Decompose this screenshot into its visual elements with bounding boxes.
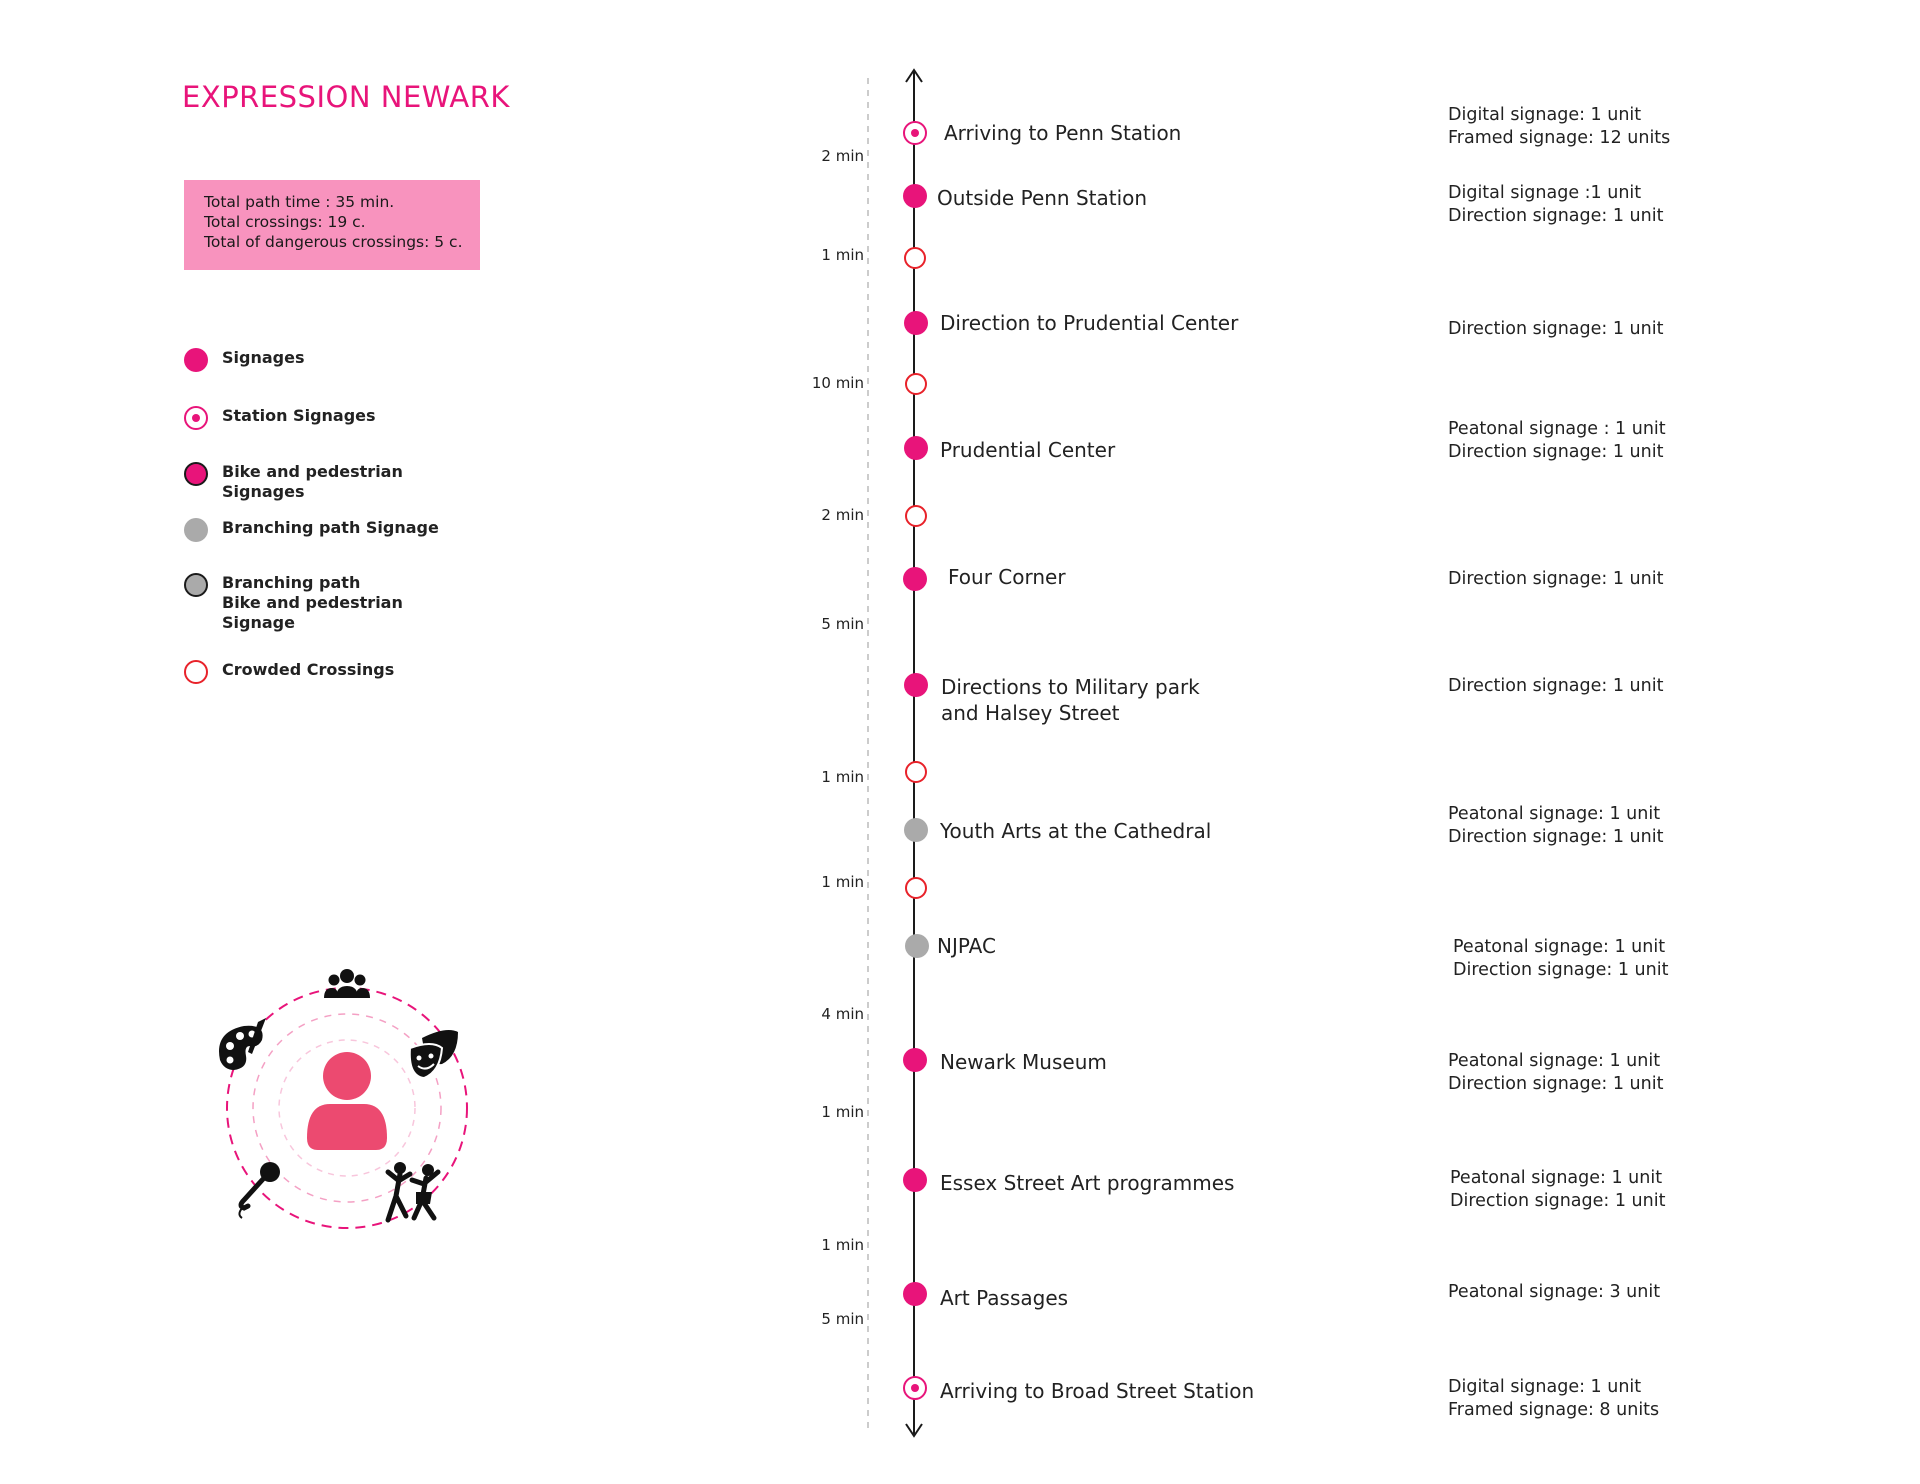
stop-info [1453,936,1668,982]
info-line: Direction signage: 1 unit [1448,319,1664,339]
stop-info [1448,1050,1663,1096]
legend-label-line: Bike and pedestrian [222,462,403,481]
legend-label: Station Signages [222,406,376,425]
legend-label-line: Bike and pedestrian [222,593,403,612]
node-signage [903,184,927,208]
segment-time: 10 min [811,374,864,392]
node-signage [903,1048,927,1072]
group-people-icon [324,969,370,998]
info-line: Digital signage: 1 unit [1448,1377,1642,1397]
info-line: Direction signage: 1 unit [1450,1191,1666,1211]
info-line: Peatonal signage: 3 unit [1448,1282,1661,1302]
node-signage [904,436,928,460]
stop-name: Essex Street Art programmes [940,1171,1235,1195]
node-station-start [903,121,927,145]
stop-info [1448,1376,1659,1422]
stop-info [1448,568,1663,591]
info-line: Direction signage: 1 unit [1453,960,1669,980]
legend-label: Crowded Crossings [222,660,395,679]
stop-name-line: and Halsey Street [941,701,1120,725]
info-line: Peatonal signage : 1 unit [1448,419,1666,439]
legend-label [222,462,403,502]
legend-label: Signages [222,348,305,367]
stop-info [1448,318,1663,341]
legend-station-signages [184,406,376,430]
segment-time: 5 min [821,615,864,633]
segment-time: 1 min [821,1236,864,1254]
info-line: Direction signage: 1 unit [1448,1074,1664,1094]
stop-info [1448,675,1663,698]
stop-name: Art Passages [940,1286,1069,1310]
info-line: Direction signage: 1 unit [1448,206,1664,226]
legend-label-line: Signage [222,613,295,632]
segment-time: 2 min [821,147,864,165]
summary-dangerous-crossings: Total of dangerous crossings: 5 c. [204,233,463,251]
stop-name: Outside Penn Station [937,186,1148,210]
info-line: Framed signage: 8 units [1448,1400,1660,1420]
legend-label [222,573,403,633]
node-branching [904,818,928,842]
legend-bike-pedestrian [184,462,403,502]
palette-icon [219,1018,266,1070]
legend-branching-bike [184,573,403,633]
node-crowded [905,373,927,395]
summary-total-crossings: Total crossings: 19 c. [204,213,366,231]
person-icon [307,1052,387,1150]
page-title: EXPRESSION NEWARK [182,80,510,114]
station-dot-icon [911,129,919,137]
legend-crowded [184,660,394,684]
info-line: Peatonal signage: 1 unit [1453,937,1666,957]
node-crowded [905,877,927,899]
arts-illustration [200,960,500,1250]
node-branching [905,934,929,958]
stop-name: Arriving to Broad Street Station [940,1379,1255,1403]
legend-label-line: Branching path [222,573,361,592]
branching-bike-dot-icon [184,573,208,597]
info-line: Peatonal signage: 1 unit [1448,1051,1661,1071]
station-dot-icon [911,1384,919,1392]
segment-time: 2 min [821,506,864,524]
info-line: Direction signage: 1 unit [1448,827,1664,847]
node-signage [904,311,928,335]
node-signage [903,567,927,591]
theater-masks-icon [410,1030,458,1078]
info-line: Peatonal signage: 1 unit [1450,1168,1663,1188]
info-line: Direction signage: 1 unit [1448,569,1664,589]
segment-time: 1 min [821,1103,864,1121]
stop-info [1448,803,1663,849]
legend-label-line: Signages [222,482,305,501]
stop-name: Direction to Prudential Center [940,311,1239,335]
dancers-icon [388,1162,438,1220]
node-signage [903,1168,927,1192]
stop-info [1450,1167,1665,1213]
node-signage [903,1282,927,1306]
stop-info [1448,182,1663,228]
stop-name: NJPAC [937,934,996,958]
info-line: Digital signage: 1 unit [1448,105,1642,125]
segment-time: 1 min [821,873,864,891]
bike-dot-icon [184,462,208,486]
info-line: Direction signage: 1 unit [1448,442,1664,462]
summary-box [184,180,480,270]
stop-name: Four Corner [948,565,1066,589]
legend-signages [184,348,304,372]
node-crowded [905,505,927,527]
info-line: Peatonal signage: 1 unit [1448,804,1661,824]
branching-dot-icon [184,518,208,542]
segment-time: 1 min [821,768,864,786]
info-line: Framed signage: 12 units [1448,128,1671,148]
segment-time: 5 min [821,1310,864,1328]
station-dot-icon [184,406,208,430]
node-signage [904,673,928,697]
stop-name: Prudential Center [940,438,1116,462]
info-line: Digital signage :1 unit [1448,183,1642,203]
crowded-dot-icon [184,660,208,684]
segment-time: 1 min [821,246,864,264]
stop-name: Newark Museum [940,1050,1107,1074]
stop-name: Youth Arts at the Cathedral [940,819,1212,843]
node-crowded [904,247,926,269]
node-station-end [903,1376,927,1400]
stop-info [1448,1281,1660,1304]
info-line: Direction signage: 1 unit [1448,676,1664,696]
legend-label: Branching path Signage [222,518,439,537]
segment-time: 4 min [821,1005,864,1023]
stop-info [1448,104,1670,150]
summary-total-time: Total path time : 35 min. [204,193,395,211]
stop-name: Arriving to Penn Station [944,121,1182,145]
legend-branching [184,518,439,542]
node-crowded [905,761,927,783]
stop-name-line: Directions to Military park [941,675,1200,699]
signage-dot-icon [184,348,208,372]
stop-name [941,674,1200,726]
stop-info [1448,418,1666,464]
